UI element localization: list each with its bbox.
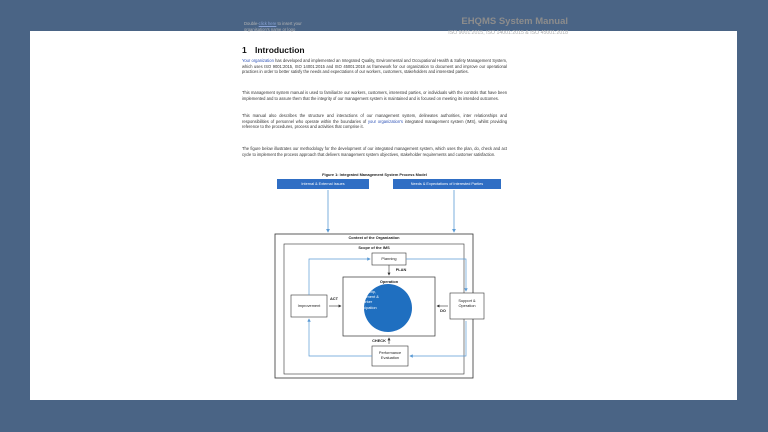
- manual-standards-subtitle: ISO 9001:2015, ISO 14001:2015 & ISO 45001:2018: [448, 30, 568, 36]
- header-left-line2: organisation's name or logo: [244, 26, 296, 32]
- section-number: 1: [242, 45, 247, 55]
- section-heading: [242, 45, 305, 55]
- needs-expectations-box: Needs & Expectations of Interested Parties: [393, 179, 501, 189]
- operation-title: Operation: [379, 279, 399, 284]
- section-title: Introduction: [255, 45, 305, 55]
- performance-label: [372, 350, 408, 360]
- performance-line-1: Performance: [378, 350, 402, 355]
- organization-link-2[interactable]: your organization's: [368, 118, 403, 124]
- leadership-text: [337, 289, 395, 310]
- paragraph-4: The figure below illustrates our methodology for the development of our integrated management system, which uses the plan, do, check and act cycle to implement the process approach that delivers management system objectives, stakeholder requirements and customer satisfaction.: [242, 146, 507, 157]
- paragraph-3-text-a: This manual also describes the structure and interactions of our management system, delineates authorities, inter relationships and responsibilities of personnel who operate within the boundaries of: [242, 113, 507, 124]
- paragraph-2: This management system manual is used to familiarize our workers, customers, interested parties, or individuals with the controls that have been implemented and to assure them that the integrity of our management system is maintained and is focused on meeting its intended outcomes.: [242, 90, 507, 101]
- planning-label: Planning: [381, 256, 397, 261]
- organization-link[interactable]: Your organization: [242, 58, 274, 63]
- circle-line-2: Commitment &: [353, 294, 379, 300]
- header-logo-placeholder[interactable]: [244, 21, 354, 32]
- scope-title: Scope of the IMS: [358, 245, 390, 250]
- improvement-label: Improvement: [297, 303, 321, 308]
- header-left-suffix: to insert your: [276, 21, 302, 26]
- paragraph-3-text-b: integrated management system (IMS), whilst providing reference to the procedures, process and activities that comprise it.: [242, 118, 508, 130]
- check-label: CHECK: [372, 338, 386, 343]
- click-here-link[interactable]: click here: [258, 21, 277, 26]
- paragraph-3: [242, 113, 507, 130]
- context-title: Context of the Organization: [348, 235, 400, 240]
- header-left-prefix: Double-: [244, 21, 259, 26]
- support-label: [450, 298, 484, 308]
- paragraph-1: [242, 58, 507, 75]
- support-line-2: Operation: [458, 303, 476, 308]
- do-label: DO: [440, 308, 446, 313]
- act-label: ACT: [330, 296, 338, 301]
- paragraph-1-text: has developed and implemented an Integrated Quality, Environmental and Occupational Health & Safety Management System, which uses ISO 9001:2015, ISO 14001:2015 and ISO 45001:2018 as framework for our organization to document and improve our operational practices in order to better satisfy the needs and expectations of our workers, customers, stakeholders and interested parties.: [242, 58, 507, 75]
- support-line-1: Support &: [458, 298, 476, 303]
- circle-line-4: Participation: [355, 304, 377, 310]
- figure-caption: Figure 1: Integrated Management System Process Model: [322, 172, 427, 177]
- circle-line-1: Leadership,: [355, 289, 377, 294]
- plan-label: PLAN: [395, 267, 407, 272]
- performance-line-2: Evaluation: [380, 355, 400, 360]
- circle-line-3: Worker: [359, 299, 373, 305]
- internal-external-issues-box: Internal & External Issues: [277, 179, 369, 189]
- manual-title: EHQMS System Manual: [461, 16, 568, 27]
